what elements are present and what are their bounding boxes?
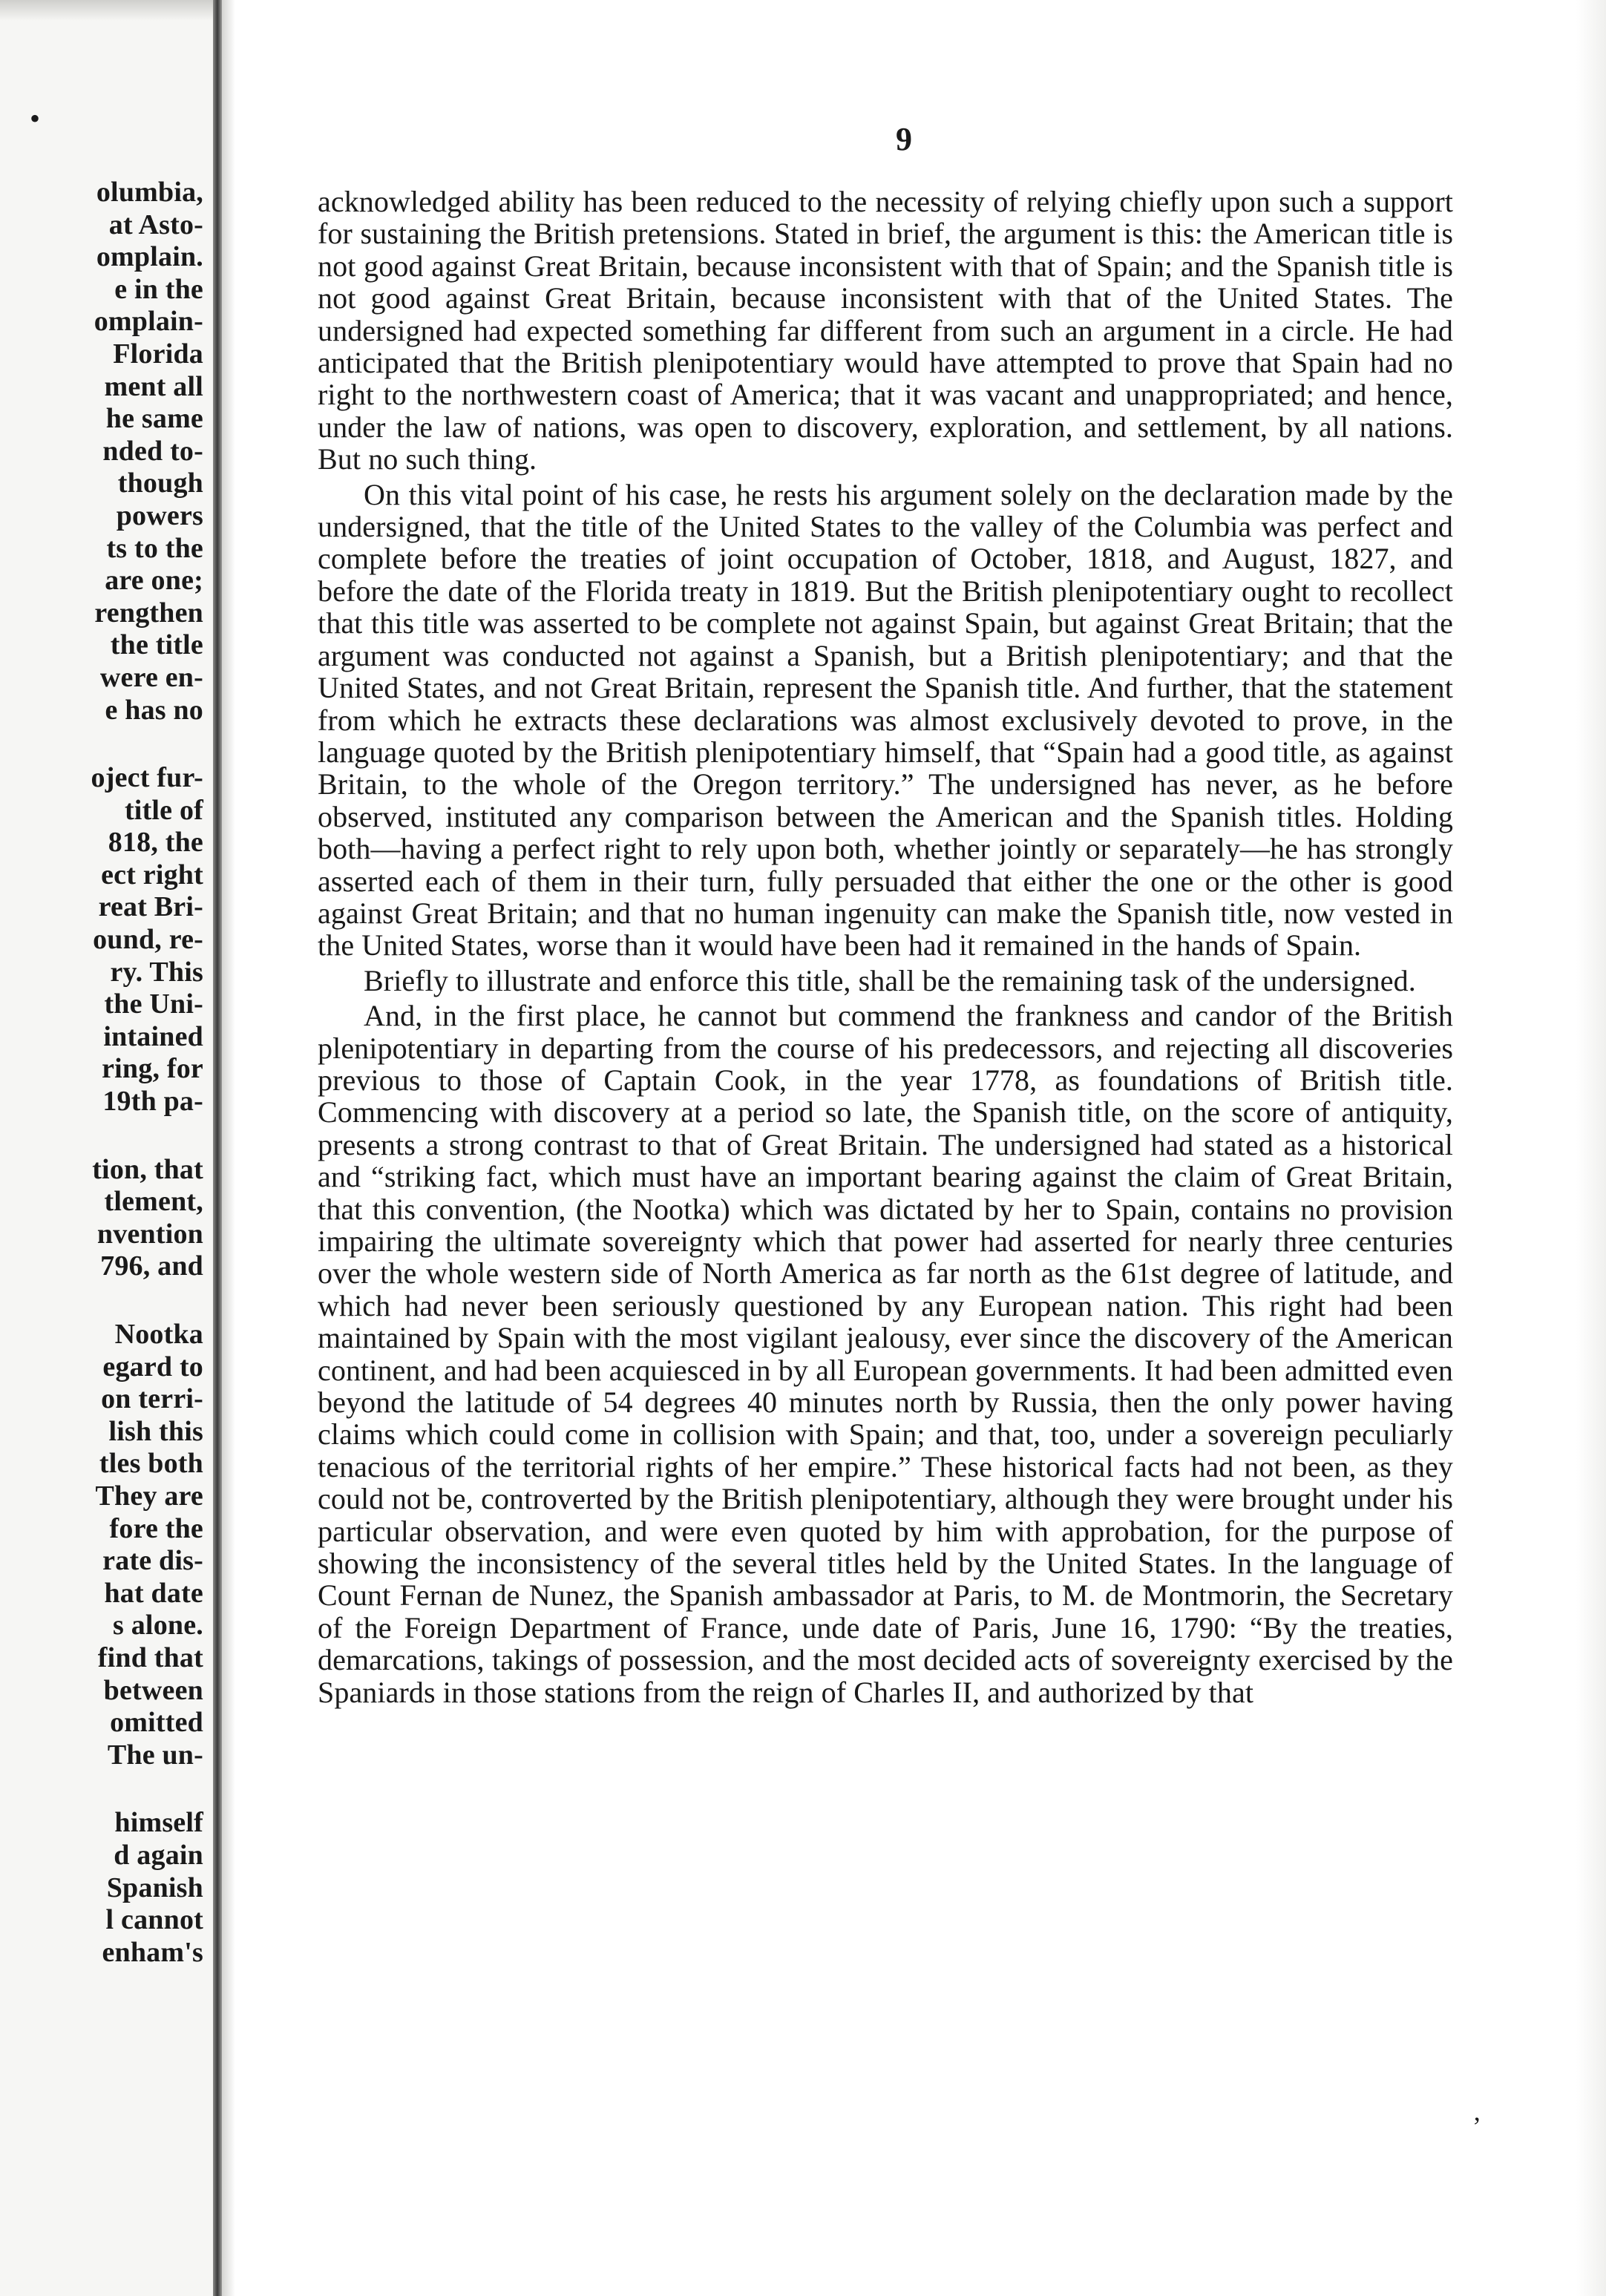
page-number: 9 [896,121,912,157]
left-page-line: Spanish [106,1872,203,1903]
left-page-line: egard to [102,1351,203,1382]
left-page-paragraph-gap [0,1283,203,1319]
page-right-edge [1576,0,1606,2296]
left-page-line: the Uni- [104,988,203,1020]
left-page-line: ment all [104,370,203,402]
left-page-line: The un- [107,1739,203,1771]
left-page-line: oject fur- [91,762,203,794]
left-page-dot: • [30,102,41,135]
left-page-line: omplain- [94,306,203,338]
left-page-line: ry. This [110,956,203,988]
left-page-line: the title [110,629,203,661]
left-page-line: fore the [109,1512,203,1544]
left-page-line: e has no [105,694,203,726]
left-page-fragment [0,0,215,2296]
left-page-line: hat date [104,1577,203,1609]
left-page-line: s alone. [113,1610,203,1641]
left-page-line: lish this [108,1415,203,1447]
left-page-line: ound, re- [93,924,203,956]
left-page-line: at Asto- [108,209,203,240]
left-page-line: are one; [105,565,203,597]
main-text [318,186,1453,1708]
left-page-line: enham's [102,1936,203,1968]
stray-ink-mark: ‚ [1472,2096,1481,2126]
left-page-line: Florida [113,338,203,370]
left-page-line: 818, the [108,827,203,859]
left-page-line: powers [116,499,203,531]
left-page-line: 796, and [100,1250,203,1282]
book-spine [213,0,222,2296]
left-page-line: tion, that [92,1153,203,1185]
left-page-line: himself [114,1807,203,1839]
left-page-line: omitted [110,1707,203,1739]
left-page-paragraph-gap [0,1118,203,1154]
torn-page-edge [0,0,215,21]
left-page-line: find that [97,1641,203,1673]
spine-shadow [222,0,235,2296]
left-page-line: rate dis- [102,1545,203,1577]
left-page-line: tlement, [104,1186,203,1218]
left-page-line: intained [103,1020,203,1052]
left-page-line: reat Bri- [98,891,203,923]
left-page-line: olumbia, [96,177,203,208]
left-page-line: nvention [96,1218,203,1250]
left-page-paragraph-gap [0,726,203,762]
left-page-line: Nootka [114,1319,203,1350]
left-page-line: They are [95,1480,203,1512]
left-page-paragraph-gap [0,1771,203,1807]
left-page-line: between [103,1674,203,1706]
paragraph-1: acknowledged ability has been reduced to the necessity of relying chiefly upon such a support for sustaining the British pretensions. Stated in brief, the argument is this: the American title is not good against Great Britain, because inconsistent with that of Spain; and the Spanish title is not good against Great Britain, because inconsistent with that of the United States. The undersigned had expected something far different from such an argument in a circle. He had anticipated that the British plenipotentiary would have attempted to prove that Spain had no right to the northwestern coast of America; that it was vacant and unappropriated; and hence, under the law of nations, was open to discovery, exploration, and settlement, by all nations. But no such thing. [318,185,1453,476]
left-page-line: were en- [99,661,203,693]
left-page-line: on terri- [101,1383,203,1415]
left-page-line: he same [105,403,203,435]
left-page-line: ts to the [106,532,203,564]
left-page-line: e in the [114,273,203,305]
left-page-line: ring, for [102,1053,203,1085]
paragraph-2: On this vital point of his case, he rests his argument solely on the declaration made by the undersigned, that the title of the United States to the valley of the Columbia was perfect and complete before the treaties of joint occupation of October, 1818, and August, 1827, and before the date of the Florida treaty in 1819. But the British plenipotentiary ought to recollect that this title was asserted to be complete not against Spain, but against Great Britain; that the argument was conducted not against a Spanish, but a British plenipotentiary; and that the United States, and not Great Britain, represent the Spanish title. And further, that the statement from which he extracts these declarations was almost exclusively devoted to prove, in the language quoted by the British plenipotentiary himself, that “Spain had a good title, as against Britain, to the whole of the Oregon territory.” The undersigned has never, as he before observed, instituted any comparison between the American and the Spanish titles. Holding both—having a perfect right to rely upon both, whether jointly or separately—he has strongly asserted each of them in their turn, fully persuaded that either the one or the other is good against Great Britain; and that no human ingenuity can make the Spanish title, now vested in the United States, worse than it would have been had it remained in the hands of Spain. [318,477,1453,962]
left-page-line: title of [124,794,203,826]
left-page-line: l cannot [105,1904,203,1936]
left-page-line: tles both [99,1448,203,1480]
left-page-line: omplain. [96,241,203,273]
left-page-line: ect right [101,859,203,890]
left-page-line: nded to- [102,435,203,467]
left-page-line: rengthen [94,597,203,629]
left-page-text [0,177,203,1969]
paragraph-4: And, in the first place, he cannot but commend the frankness and candor of the British plenipotentiary in departing from the course of his predecessors, and rejecting all discoveries previous to those of Captain Cook, in the year 1778, as foundations of British title. Commencing with discovery at a period so late, the Spanish title, on the score of antiquity, presents a strong contrast to that of Great Britain. The undersigned had stated as a historical and “striking fact, which must have an important bearing against the claim of Great Britain, that this convention, (the Nootka) which was dictated by her to Spain, contains no provision impairing the ultimate sovereignty which that power had asserted for nearly three centuries over the whole western side of North America as far north as the 61st degree of latitude, and which had never been seriously questioned by any European nation. This right had been maintained by Spain with the most vigilant jealousy, ever since the discovery of the American continent, and had been acquiesced in by all European governments. It had been admitted even beyond the latitude of 54 degrees 40 minutes north by Russia, then the only power having claims which could come in collision with Spain; and that, too, under a sovereign peculiarly tenacious of the territorial rights of her empire.” These historical facts had not been, as they could not be, controverted by the British plenipotentiary, although they were brought under his particular observation, and were even quoted by him with approbation, for the purpose of showing the inconsistency of the several titles held by the United States. In the language of Count Fernan de Nunez, the Spanish ambassador at Paris, to M. de Montmorin, the Secretary of the Foreign Department of France, unde date of Paris, June 16, 1790: “By the treaties, demarcations, takings of possession, and the most decided acts of sovereignty exercised by the Spaniards in those stations from the reign of Charles II, and authorized by that [318,999,1453,1709]
left-page-line: 19th pa- [102,1086,203,1118]
left-page-line: d again [114,1839,203,1871]
paragraph-3: Briefly to illustrate and enforce this title, shall be the remaining task of the undersigned. [364,963,1416,997]
left-page-line: though [117,468,203,499]
